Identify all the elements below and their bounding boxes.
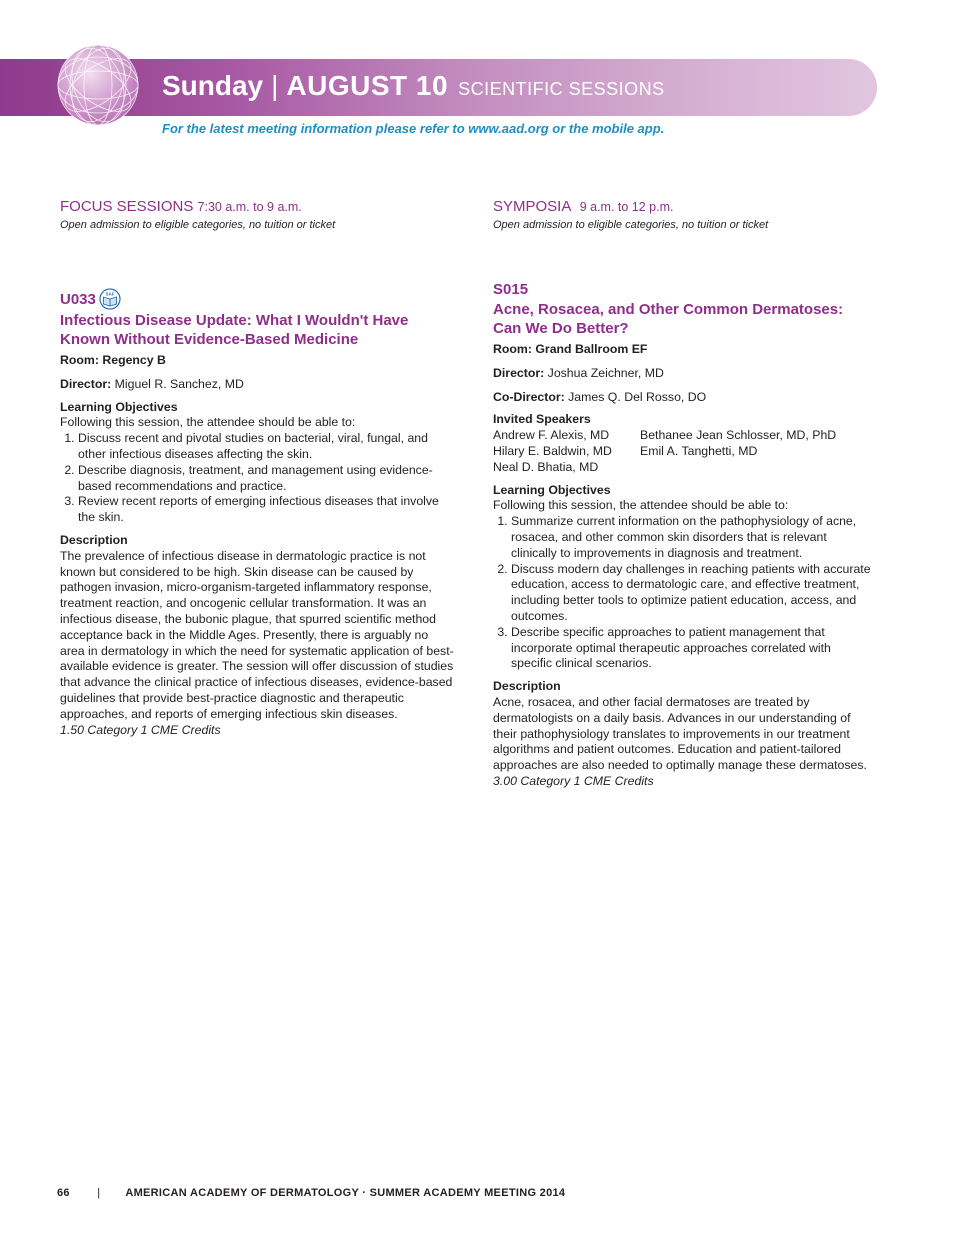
page-number: 66 xyxy=(57,1187,70,1199)
globe-icon xyxy=(56,43,140,127)
title-separator: | xyxy=(271,70,279,101)
description-text: The prevalence of infectious disease in dermatologic practice is not known but considered to be high. Skin disease can be caused by pathogen invasion, micro-organism-targeted inflammatory response, treatment reaction, and oncogenic cellular transformation. It was an infectious disease, the bubonic plague, that spurred scientific method acceptance back in the Middle Ages. Presently, there is arguably no area in dermatology in which the need for systematic application of best-available evidence is greater. The session will offer discussion of studies that advance the clinical practice of infectious diseases, evidence-based guidelines that provide best-practice diagnostic and therapeutic approaches, and reports of emerging infectious skin diseases. xyxy=(60,548,454,721)
speakers-list xyxy=(493,428,873,475)
session-director xyxy=(60,377,455,393)
page-footer xyxy=(57,1187,565,1199)
speaker-name: Andrew F. Alexis, MD xyxy=(493,428,610,443)
section-heading-label: SYMPOSIA xyxy=(493,198,572,215)
speaker-name: Hilary E. Baldwin, MD xyxy=(493,443,612,458)
session-title: Infectious Disease Update: What I Wouldn't Have Known Without Evidence-Based Medicine xyxy=(60,312,409,348)
objectives-heading: Learning Objectives xyxy=(60,399,178,414)
session-code-label: U033 xyxy=(60,290,96,308)
director-label: Director: xyxy=(493,365,545,380)
list-item: 1. Discuss recent and pivotal studies on bacterial, viral, fungal, and other infectious diseases affecting the skin. xyxy=(78,431,455,463)
list-item: 2. Discuss modern day challenges in reaching patients with accurate education, access to dermatologic care, and effective treatment, including better tools to optimize patient education, access, and outcomes. xyxy=(511,562,873,625)
session-room: Room: Regency B xyxy=(60,353,166,367)
title-kind: SCIENTIFIC SESSIONS xyxy=(458,79,665,99)
objectives-intro: Following this session, the attendee should be able to: xyxy=(493,498,789,513)
speakers-heading: Invited Speakers xyxy=(493,412,591,427)
objectives-list xyxy=(60,431,455,526)
book-icon xyxy=(99,288,121,310)
session-codirector xyxy=(493,390,873,406)
title-date: AUGUST 10 xyxy=(286,70,449,101)
title-day: Sunday xyxy=(162,70,264,101)
symposia-column xyxy=(493,197,873,790)
page-title xyxy=(162,70,665,110)
codirector-name: James Q. Del Rosso, DO xyxy=(568,389,707,404)
description-heading: Description xyxy=(493,679,561,694)
session-code: S015 xyxy=(493,281,529,298)
objectives-heading: Learning Objectives xyxy=(493,482,611,497)
footer-separator: | xyxy=(97,1187,101,1199)
speaker-name: Neal D. Bhatia, MD xyxy=(493,459,599,474)
focus-sessions-column xyxy=(60,197,455,738)
director-label: Director: xyxy=(60,376,112,391)
section-time: 7:30 a.m. to 9 a.m. xyxy=(197,200,302,214)
objectives-list xyxy=(493,514,873,672)
codirector-label: Co-Director: xyxy=(493,389,565,404)
description-text: Acne, rosacea, and other facial dermatoses are treated by dermatologists on a daily basis. Advances in our understanding of their pathophysiology translates to improvements in our treatment algorithms and patient outcomes. Education and patient-tailored approaches are also needed to optimally manage these dermatoses. xyxy=(493,694,867,773)
list-item: 1. Summarize current information on the pathophysiology of acne, rosacea, and other common skin disorders that is relevant clinically to improvements in diagnosis and treatment. xyxy=(511,514,873,561)
info-line: For the latest meeting information please refer to www.aad.org or the mobile app. xyxy=(162,121,665,136)
section-heading xyxy=(60,197,455,217)
section-heading xyxy=(493,197,873,217)
session-code xyxy=(60,288,455,310)
cme-credits: 1.50 Category 1 CME Credits xyxy=(60,722,221,737)
section-note: Open admission to eligible categories, no tuition or ticket xyxy=(60,219,336,231)
description-heading: Description xyxy=(60,532,128,547)
session-title: Acne, Rosacea, and Other Common Dermatoses: Can We Do Better? xyxy=(493,301,844,337)
cme-credits: 3.00 Category 1 CME Credits xyxy=(493,773,654,788)
session-room: Room: Grand Ballroom EF xyxy=(493,342,648,356)
list-item: 3. Describe specific approaches to patient management that incorporate optimal therapeutic approaches correlated with specific clinical scenarios. xyxy=(511,625,873,672)
director-name: Miguel R. Sanchez, MD xyxy=(114,376,244,391)
section-heading-label: FOCUS SESSIONS xyxy=(60,198,194,215)
list-item: 3. Review recent reports of emerging infectious diseases that involve the skin. xyxy=(78,494,455,526)
badge-text: SAF xyxy=(105,291,115,297)
footer-text: AMERICAN ACADEMY OF DERMATOLOGY · SUMMER ACADEMY MEETING 2014 xyxy=(125,1187,566,1199)
objectives-intro: Following this session, the attendee should be able to: xyxy=(60,415,356,430)
speaker-name: Emil A. Tanghetti, MD xyxy=(640,443,758,458)
director-name: Joshua Zeichner, MD xyxy=(547,365,664,380)
section-note: Open admission to eligible categories, no tuition or ticket xyxy=(493,219,769,231)
session-director xyxy=(493,366,873,382)
list-item: 2. Describe diagnosis, treatment, and management using evidence-based recommendations and practice. xyxy=(78,463,455,495)
speaker-name: Bethanee Jean Schlosser, MD, PhD xyxy=(640,428,837,443)
section-time: 9 a.m. to 12 p.m. xyxy=(579,200,674,214)
